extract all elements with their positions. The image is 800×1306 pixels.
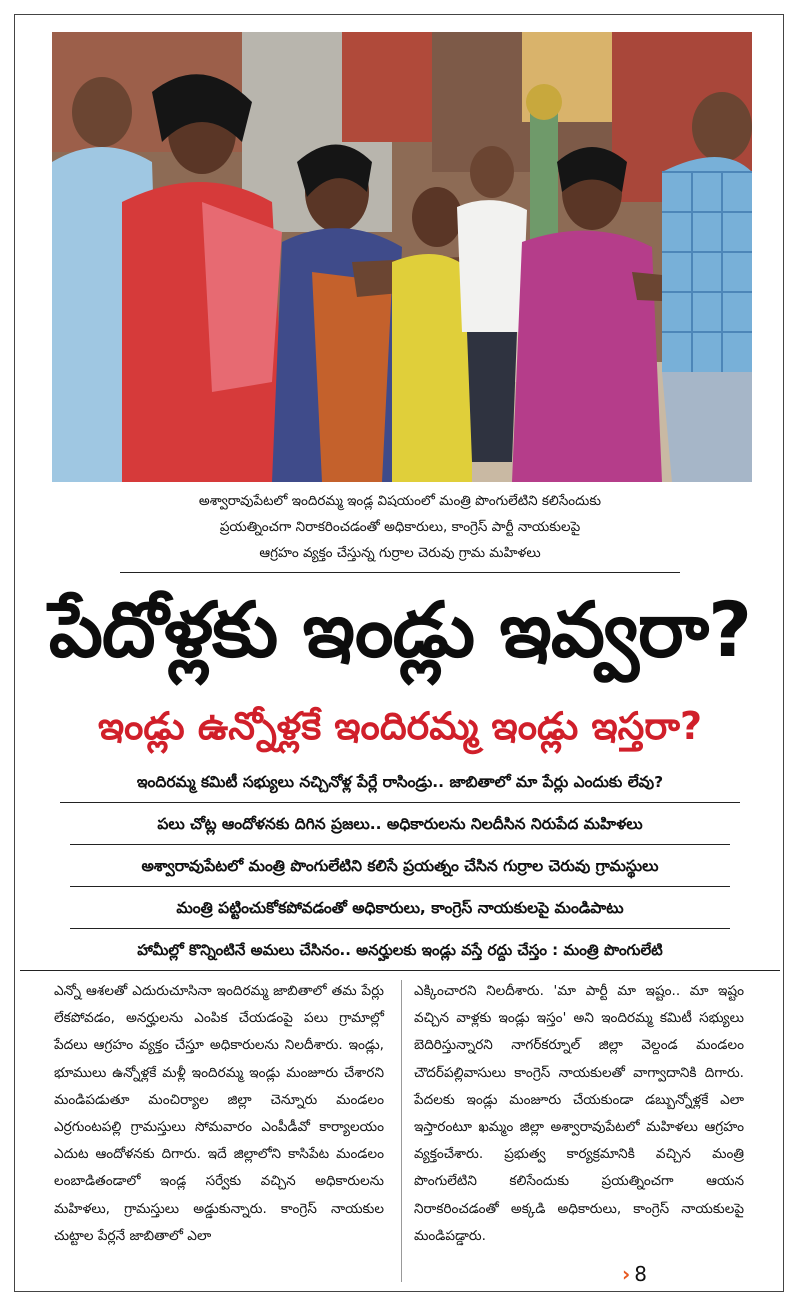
- page-number: [622, 1262, 647, 1286]
- subheadline: ఇండ్లు ఉన్నోళ్లకే ఇందిరమ్మ ఇండ్లు ఇస్తరా?: [97, 704, 703, 748]
- strap-line-2: పలు చోట్ల ఆందోళనకు దిగిన ప్రజలు.. అధికారులను నిలదీసిన నిరుపేద మహిళలు: [157, 815, 643, 833]
- strap-rule-4: [70, 928, 730, 929]
- body-left-text: ఎన్నో ఆశలతో ఎదురుచూసినా ఇందిరమ్మ జాబితాలో తమ పేర్లు లేకపోవడం, అనర్హులను ఎంపిక చేయడంపై పలు గ్రామాల్లో పేదలు ఆగ్రహం వ్యక్తం చేస్తూ అధికారులను నిలదీశారు. ఇండ్లు, భూములు ఉన్నోళ్లకే మళ్లీ ఇందిరమ్మ ఇండ్లు మంజూరు చేశారని మండిపడుతూ మంచిర్యాల జిల్లా చెన్నూరు మండలం ఎర్రగుంటపల్లి గ్రామస్తులు సోమవారం ఎంపీడీవో కార్యాలయం ఎదుట ఆందోళనకు దిగారు. ఇదే జిల్లాలోని కాసిపేట మండలం లంబాడితండాలో ఇండ్ల సర్వేకు వచ్చిన అధికారులను మహిళలు, గ్రామస్తులు అడ్డుకున్నారు. కాంగ్రెస్ నాయకుల చుట్టాల పేర్లనే జాబితాలో ఎలా: [54, 983, 384, 1244]
- chevron-right-icon: ›: [622, 1262, 631, 1286]
- strap-rule-1: [60, 802, 740, 803]
- strap-rule-5: [20, 970, 780, 971]
- strap-line-5: హామీల్లో కొన్నింటినే అమలు చేసినం.. అనర్హులకు ఇండ్లు వస్తే రద్దు చేస్తం : మంత్రి పొంగులేటి: [137, 941, 663, 959]
- body-right-text: ఎక్కించారని నిలదీశారు. 'మా పార్టీ మా ఇష్టం.. మా ఇష్టం వచ్చిన వాళ్లకు ఇండ్లు ఇస్తం' అని ఇందిరమ్మ కమిటీ సభ్యులు బెదిరిస్తున్నారని నాగర్‌కర్నూల్ జిల్లా వెల్దండ మండలం చౌదర్‌పల్లివాసులు కాంగ్రెస్ నాయకులతో వాగ్వాదానికి దిగారు. పేదలకు ఇండ్లు మంజూరు చేయకుండా డబ్బున్నోళ్లకే ఎలా ఇస్తారంటూ ఖమ్మం జిల్లా అశ్వారావుపేటలో మహిళలు ఆగ్రహం వ్యక్తంచేశారు. ప్రభుత్వ కార్యక్రమానికి వచ్చిన మంత్రి పొంగులేటిని కలిసేందుకు ప్రయత్నించగా ఆయన నిరాకరించడంతో అక్కడి అధికారులు, కాంగ్రెస్ నాయకులపై మండిపడ్డారు.: [414, 983, 744, 1244]
- strap-rule-2: [70, 844, 730, 845]
- caption-line-2: ప్రయత్నించగా నిరాకరించడంతో అధికారులు, కాంగ్రెస్ పార్టీ నాయకులపై: [219, 519, 581, 535]
- column-divider: [401, 980, 402, 1282]
- caption-line-1: అశ్వారావుపేటలో ఇందిరమ్మ ఇండ్ల విషయంలో మంత్రి పొంగులేటిని కలిసేందుకు: [198, 493, 602, 509]
- strap-line-3: అశ్వారావుపేటలో మంత్రి పొంగులేటిని కలిసే ప్రయత్నం చేసిన గుర్రాల చెరువు గ్రామస్థులు: [141, 857, 659, 875]
- body-column-left: [54, 978, 384, 1250]
- caption-rule: [120, 572, 680, 573]
- caption-line-3: ఆగ్రహం వ్యక్తం చేస్తున్న గుర్రాల చెరువు గ్రామ మహిళలు: [259, 545, 541, 561]
- strap-rule-3: [70, 886, 730, 887]
- news-photo: [52, 32, 752, 482]
- strap-line-1: ఇందిరమ్మ కమిటీ సభ్యులు నచ్చినోళ్ల పేర్లే రాసిండ్రు.. జాబితాలో మా పేర్లు ఎందుకు లేవు?: [136, 773, 664, 791]
- page-number-value: 8: [634, 1262, 647, 1286]
- strap-line-4: మంత్రి పట్టించుకోకపోవడంతో అధికారులు, కాంగ్రెస్ నాయకులపై మండిపాటు: [176, 899, 624, 917]
- protest-photo-illustration: [52, 32, 752, 482]
- photo-caption: [120, 488, 680, 566]
- headline: పేదోళ్లకు ఇండ్లు ఇవ్వరా?: [48, 585, 752, 674]
- body-column-right: [414, 978, 744, 1250]
